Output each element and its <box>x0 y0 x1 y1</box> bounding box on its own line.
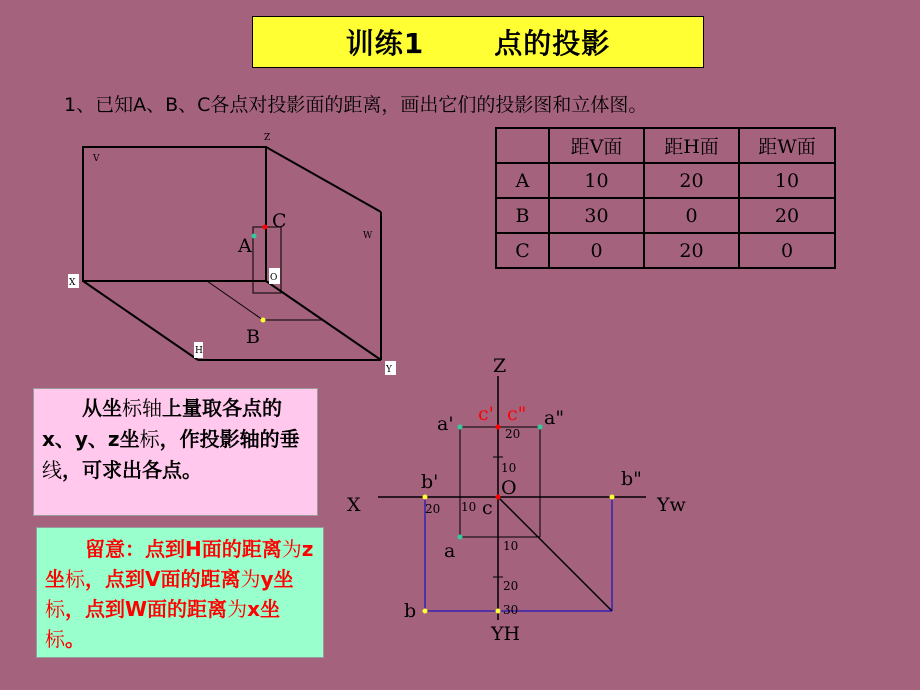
label-a-double: a" <box>544 407 565 429</box>
cube-label-o: O <box>270 273 278 283</box>
title-part1: 训练1 <box>345 27 425 60</box>
note1-seg: 标轴 <box>122 396 162 420</box>
cube-point-a-label: A <box>238 235 252 257</box>
point-a-prime <box>458 425 463 430</box>
diagonal-45 <box>498 497 612 611</box>
note2-seg: 为 <box>281 537 302 561</box>
tick-label-30-bot: 30 <box>503 603 519 617</box>
point-b-yh <box>496 609 501 614</box>
point-a-double <box>538 425 543 430</box>
table-header-cell: 距W面 <box>739 128 835 163</box>
note1-seg: 标 <box>139 427 160 451</box>
note2-seg: ，点到V面的距离 <box>85 567 241 591</box>
table-cell: 0 <box>549 233 644 268</box>
table-cell: 20 <box>739 198 835 233</box>
projection-lines <box>460 427 540 537</box>
note1-seg: ，作投影轴的垂 <box>159 427 300 451</box>
cube-point-c-label: C <box>272 210 287 232</box>
label-b-prime: b' <box>421 471 439 493</box>
x-edge-to-y <box>83 281 198 360</box>
cube-label-x: X <box>69 278 76 288</box>
note1-seg: 上量取各点的x、y、z坐 <box>42 396 282 451</box>
title-part2: 点的投影 <box>494 27 611 60</box>
tick-label-20-top: 20 <box>505 427 521 441</box>
note1-seg: ，可求出各点。 <box>62 458 202 482</box>
note2-seg: x坐 <box>247 597 280 621</box>
cube-label-v: V <box>93 154 100 164</box>
table-cell: 10 <box>549 163 644 198</box>
label-b-double: b" <box>621 468 642 490</box>
cube-label-h: H <box>195 346 203 356</box>
point-b-horiz <box>423 609 428 614</box>
table-cell: 20 <box>644 163 739 198</box>
note2-seg: 标 <box>45 597 65 621</box>
note2-seg: 为 <box>240 567 261 591</box>
tick-label-10-x: 10 <box>461 500 477 514</box>
point-c <box>263 225 268 230</box>
note2-seg: 留意：点到H面的距离 <box>85 537 282 561</box>
v-plane-face <box>83 147 266 281</box>
point-a-horiz <box>458 535 463 540</box>
table-header-cell: 距H面 <box>644 128 739 163</box>
label-c-double: c" <box>507 403 527 425</box>
tick-label-20-bot: 20 <box>503 579 519 593</box>
note1-seg: 线 <box>42 458 62 482</box>
cube-point-b-label: B <box>246 326 260 348</box>
origin-label: O <box>501 477 517 499</box>
tick-label-10-top: 10 <box>501 461 517 475</box>
label-c: c <box>482 497 493 519</box>
top-edge <box>266 147 381 212</box>
note2-seg: 。 <box>65 627 85 651</box>
point-c-prime <box>496 425 501 430</box>
note2-seg: ，点到W面的距离 <box>65 597 228 621</box>
tick-label-10-bot: 10 <box>503 539 519 553</box>
table-cell: 20 <box>644 233 739 268</box>
stereogram <box>83 147 381 360</box>
label-b: b <box>404 600 417 622</box>
axis-z-label: Z <box>493 355 507 377</box>
note1-seg: 从坐 <box>82 396 122 420</box>
tick-label-20-x: 20 <box>425 502 441 516</box>
table-cell: B <box>496 198 549 233</box>
point-b <box>261 318 266 323</box>
cube-label-w: W <box>363 231 373 241</box>
point-a <box>252 234 257 239</box>
label-c-prime: c' <box>478 403 494 425</box>
label-a: a <box>444 540 456 562</box>
axis-x-label: X <box>347 494 361 516</box>
attention-note <box>36 527 324 658</box>
axis-yw-label: Yw <box>657 494 686 516</box>
table-cell: 0 <box>644 198 739 233</box>
cube-axis-labels <box>68 133 396 375</box>
point-b-prime <box>423 495 428 500</box>
axis-yh-label: YH <box>491 623 521 645</box>
label-a-prime: a' <box>437 413 454 435</box>
point-c <box>496 495 501 500</box>
point-b-double <box>610 495 615 500</box>
method-note <box>33 388 318 516</box>
cube-label-z: Z <box>264 133 271 143</box>
note2-seg: y坐 <box>260 567 294 591</box>
table-cell: 10 <box>739 163 835 198</box>
table-cell: 0 <box>739 233 835 268</box>
note2-seg: z坐 <box>45 537 314 591</box>
note2-seg: 标 <box>65 567 85 591</box>
note2-seg: 标 <box>45 627 65 651</box>
cube-label-y: Y <box>386 365 392 375</box>
point-b-guide <box>207 281 263 320</box>
table-header-cell: 距V面 <box>549 128 644 163</box>
table-cell: A <box>496 163 549 198</box>
note2-seg: 为 <box>227 597 248 621</box>
table-cell: C <box>496 233 549 268</box>
table-cell: 30 <box>549 198 644 233</box>
question-text: 1、已知A、B、C各点对投影面的距离，画出它们的投影图和立体图。 <box>64 94 648 116</box>
stereogram-construction <box>207 227 322 320</box>
